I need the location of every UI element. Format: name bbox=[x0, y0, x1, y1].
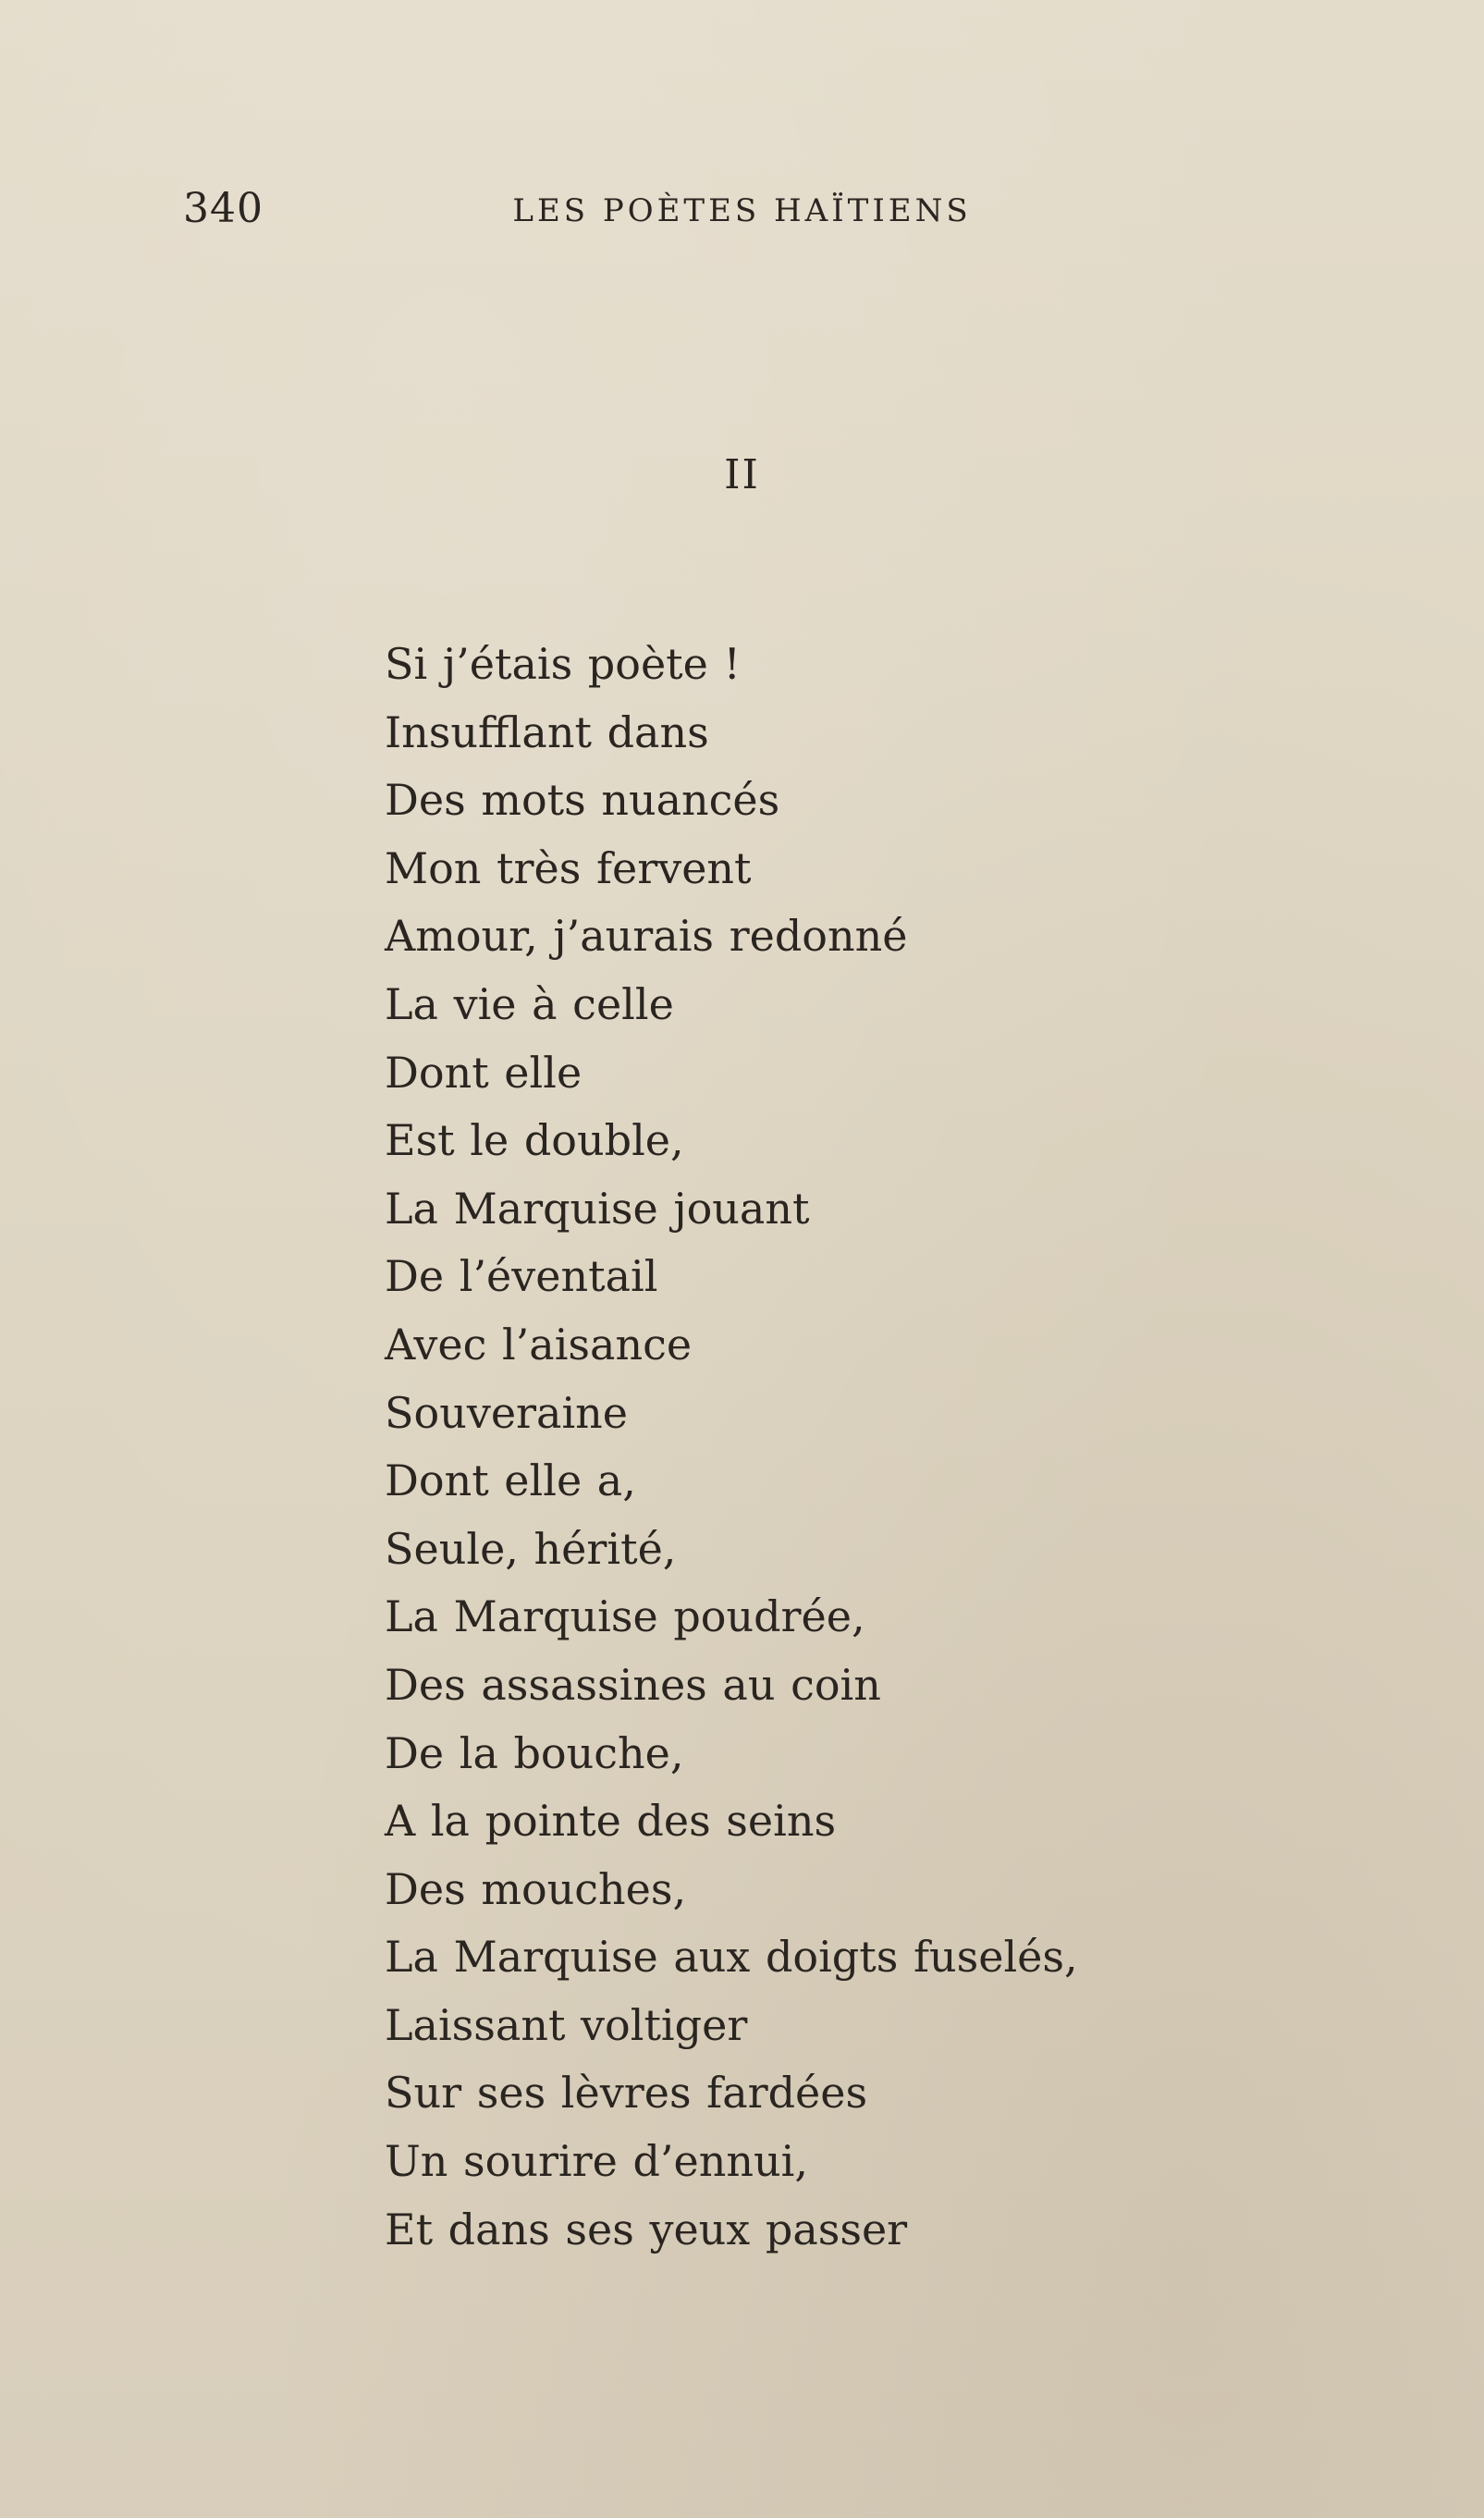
poem-line: Mon très fervent bbox=[385, 842, 752, 893]
poem-line: La vie à celle bbox=[385, 978, 674, 1029]
poem-line: Des mots nuancés bbox=[385, 775, 780, 826]
poem-line: Des mouches, bbox=[385, 1863, 687, 1914]
poem-line: Dont elle bbox=[385, 1047, 583, 1098]
poem-line: Laissant voltiger bbox=[385, 1999, 748, 2050]
poem-line: Dont elle a, bbox=[385, 1456, 636, 1506]
poem-line: Amour, j’aurais redonné bbox=[385, 911, 908, 962]
page-number: 340 bbox=[183, 185, 264, 232]
poem bbox=[385, 631, 1078, 2264]
poem-line: Seule, hérité, bbox=[385, 1523, 677, 1574]
poem-line: La Marquise aux doigts fuselés, bbox=[385, 1932, 1078, 1983]
poem-line: Et dans ses yeux passer bbox=[385, 2204, 908, 2254]
poem-line: Des assassines au coin bbox=[385, 1659, 881, 1710]
poem-line: Sur ses lèvres fardées bbox=[385, 2068, 868, 2119]
poem-line: Si j’étais poète ! bbox=[385, 639, 741, 689]
section-number: II bbox=[724, 451, 760, 498]
poem-line: La Marquise poudrée, bbox=[385, 1591, 865, 1642]
poem-line: La Marquise jouant bbox=[385, 1183, 810, 1234]
poem-line: Avec l’aisance bbox=[385, 1319, 693, 1370]
poem-line: De l’éventail bbox=[385, 1251, 658, 1302]
poem-line: De la bouche, bbox=[385, 1727, 684, 1778]
poem-line: Insufflant dans bbox=[385, 706, 709, 757]
poem-line: A la pointe des seins bbox=[385, 1796, 837, 1847]
poem-line: Souveraine bbox=[385, 1387, 629, 1438]
running-title: LES POÈTES HAÏTIENS bbox=[512, 192, 972, 229]
page-header bbox=[0, 185, 1484, 240]
poem-line: Un sourire d’ennui, bbox=[385, 2136, 808, 2187]
poem-line: Est le double, bbox=[385, 1115, 684, 1166]
